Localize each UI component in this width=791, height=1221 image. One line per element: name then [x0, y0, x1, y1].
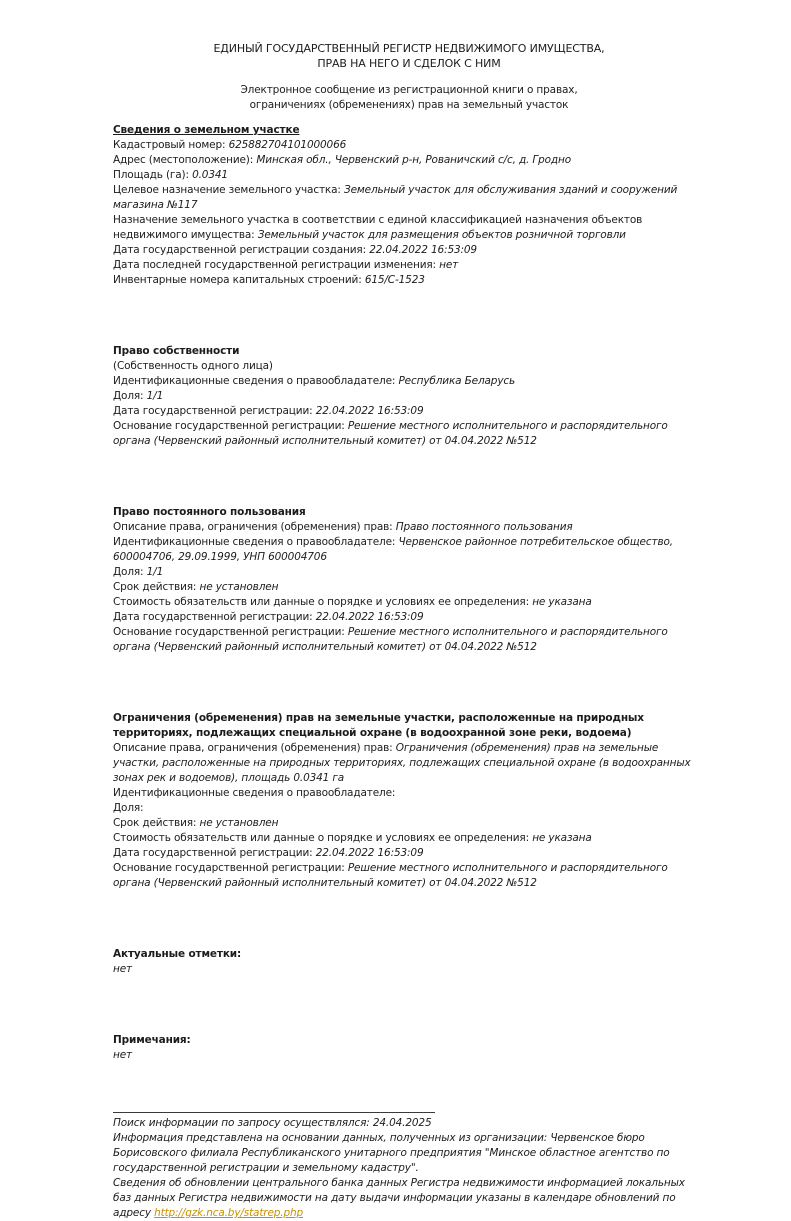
field-row [113, 520, 705, 535]
field-row [113, 535, 705, 565]
field-value: 1/1 [146, 566, 164, 578]
field-row [113, 138, 705, 153]
field-row [113, 183, 705, 213]
field-value: нет [439, 259, 459, 271]
document-title-line1: ЕДИНЫЙ ГОСУДАРСТВЕННЫЙ РЕГИСТР НЕДВИЖИМОГО ИМУЩЕСТВА, [213, 42, 605, 55]
field-value: нет [113, 963, 132, 975]
field-value: Земельный участок для обслуживания зданий и сооружений магазина №117 [113, 184, 678, 211]
document-section [113, 947, 705, 977]
field-label: Дата государственной регистрации создания: [113, 244, 366, 256]
section-heading: Актуальные отметки: [113, 948, 242, 960]
field-value: не установлен [199, 817, 279, 829]
field-label: Адрес (местоположение): [113, 154, 254, 166]
document-section [113, 711, 705, 891]
field-label: Дата государственной регистрации: [113, 611, 313, 623]
field-label: Описание права, ограничения (обременения) прав: [113, 521, 393, 533]
field-value: Право постоянного пользования [395, 521, 573, 533]
section-heading: Право собственности [113, 345, 240, 357]
field-row [113, 861, 705, 891]
document-section [113, 505, 705, 655]
field-label: Срок действия: [113, 817, 197, 829]
field-label: Дата государственной регистрации: [113, 405, 313, 417]
footer-update-line [113, 1176, 705, 1221]
document-section [113, 123, 705, 288]
field-label: Доля: [113, 802, 144, 814]
field-label: Площадь (га): [113, 169, 189, 181]
field-row [113, 404, 705, 419]
field-row [113, 213, 705, 243]
field-value: Решение местного исполнительного и распорядительного органа (Червенский районный исполнительный комитет) от 04.04.2022 №512 [113, 420, 668, 447]
field-row [113, 359, 705, 374]
document-subtitle [113, 83, 705, 113]
field-label: Кадастровый номер: [113, 139, 226, 151]
field-row [113, 168, 705, 183]
field-row [113, 1048, 705, 1063]
field-label: Назначение земельного участка в соответствии с единой классификацией назначения объектов недвижимого имущества: [113, 214, 643, 241]
section-heading: Право постоянного пользования [113, 506, 306, 518]
field-row [113, 595, 705, 610]
field-value: 22.04.2022 16:53:09 [315, 405, 424, 417]
field-value: нет [113, 1049, 132, 1061]
field-row [113, 801, 705, 816]
field-label: Доля: [113, 390, 144, 402]
field-value: Земельный участок для размещения объектов розничной торговли [257, 229, 626, 241]
field-label: Стоимость обязательств или данные о порядке и условиях ее определения: [113, 832, 529, 844]
document-subtitle-line1: Электронное сообщение из регистрационной книги о правах, [240, 84, 578, 96]
document-subtitle-line2: ограничениях (обременениях) прав на земельный участок [249, 99, 569, 111]
field-row [113, 625, 705, 655]
field-label: Доля: [113, 566, 144, 578]
footer-source-line: Информация представлена на основании данных, полученных из организации: Червенское бюро Борисовского филиала Республиканского унитарного предприятия "Минское областное агентство по государственной регистрации и земельному кадастру". [113, 1132, 670, 1174]
field-label: (Собственность одного лица) [113, 360, 273, 372]
separator-line [113, 1111, 435, 1113]
field-label: Дата государственной регистрации: [113, 847, 313, 859]
field-value: 1/1 [146, 390, 164, 402]
field-label: Описание права, ограничения (обременения) прав: [113, 742, 393, 754]
field-value: Минская обл., Червенский р-н, Рованичский с/с, д. Гродно [256, 154, 572, 166]
field-row [113, 374, 705, 389]
field-label: Основание государственной регистрации: [113, 420, 345, 432]
field-label: Стоимость обязательств или данные о порядке и условиях ее определения: [113, 596, 529, 608]
field-label: Идентификационные сведения о правообладателе: [113, 787, 396, 799]
field-value: не указана [532, 596, 592, 608]
field-row [113, 273, 705, 288]
field-value: 625882704101000066 [228, 139, 347, 151]
field-row [113, 786, 705, 801]
field-label: Основание государственной регистрации: [113, 626, 345, 638]
field-row [113, 243, 705, 258]
field-label: Идентификационные сведения о правообладателе: [113, 375, 396, 387]
field-row [113, 258, 705, 273]
field-label: Основание государственной регистрации: [113, 862, 345, 874]
field-value: 22.04.2022 16:53:09 [369, 244, 477, 256]
field-value: Решение местного исполнительного и распорядительного органа (Червенский районный исполнительный комитет) от 04.04.2022 №512 [113, 862, 668, 889]
field-value: 22.04.2022 16:53:09 [315, 847, 424, 859]
field-value: Ограничения (обременения) прав на земельные участки, расположенные на природных территориях, подлежащих специальной охране (в водоохранных зонах рек и водоемов), площадь 0.0341 га [113, 742, 691, 784]
document-section [113, 344, 705, 449]
footer-search-line: Поиск информации по запросу осуществлялся: 24.04.2025 [113, 1117, 432, 1129]
field-row [113, 610, 705, 625]
sections [113, 123, 705, 1063]
field-label: Дата последней государственной регистрации изменения: [113, 259, 436, 271]
section-heading: Сведения о земельном участке [113, 124, 300, 136]
field-row [113, 846, 705, 861]
field-label: Идентификационные сведения о правообладателе: [113, 536, 396, 548]
footer-update-text: Сведения об обновлении центрального банка данных Регистра недвижимости информацией локальных баз данных Регистра недвижимости на дату выдачи информации указаны в календаре обновлений по адресу [113, 1177, 685, 1219]
field-row [113, 419, 705, 449]
field-label: Срок действия: [113, 581, 197, 593]
field-row [113, 831, 705, 846]
field-row [113, 580, 705, 595]
field-value: не установлен [199, 581, 279, 593]
field-label: Целевое назначение земельного участка: [113, 184, 341, 196]
field-value: Республика Беларусь [398, 375, 516, 387]
footer [113, 1111, 705, 1221]
field-value: 615/С-1523 [364, 274, 425, 286]
field-row [113, 816, 705, 831]
field-row [113, 741, 705, 786]
field-value: Решение местного исполнительного и распорядительного органа (Червенский районный исполнительный комитет) от 04.04.2022 №512 [113, 626, 668, 653]
field-row [113, 962, 705, 977]
section-heading: Примечания: [113, 1034, 191, 1046]
document-title [113, 41, 705, 71]
field-value: не указана [532, 832, 592, 844]
document-section [113, 1033, 705, 1063]
field-value: 22.04.2022 16:53:09 [315, 611, 424, 623]
section-heading: Ограничения (обременения) прав на земельные участки, расположенные на природных территориях, подлежащих специальной охране (в водоохранной зоне реки, водоема) [113, 712, 644, 739]
field-row [113, 565, 705, 580]
field-label: Инвентарные номера капитальных строений: [113, 274, 362, 286]
field-value: Червенское районное потребительское общество, 600004706, 29.09.1999, УНП 600004706 [113, 536, 673, 563]
field-row [113, 153, 705, 168]
field-value: 0.0341 [192, 169, 228, 181]
field-row [113, 389, 705, 404]
statrep-link[interactable]: http://gzk.nca.by/statrep.php [154, 1207, 304, 1219]
document-title-line2: ПРАВ НА НЕГО И СДЕЛОК С НИМ [317, 57, 501, 70]
